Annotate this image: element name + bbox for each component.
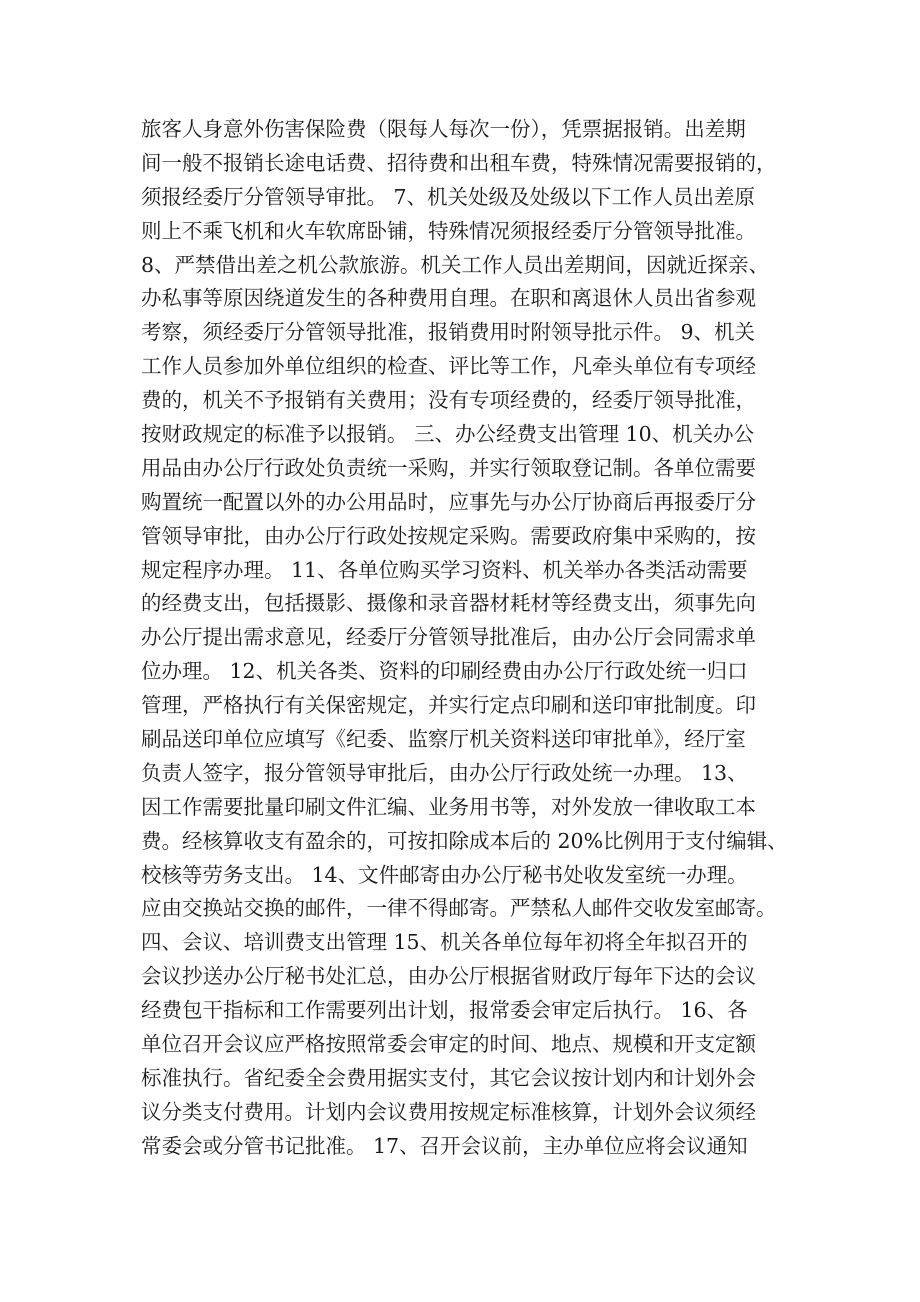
text-line-30: 议分类支付费用。计划内会议费用按规定标准核算，计划外会议须经 (141, 1099, 756, 1124)
text-line-11: 用品由办公厅行政处负责统一采购，并实行领取登记制。各单位需要 (141, 455, 756, 480)
text-line-31: 常委会或分管书记批准。 17、召开会议前，主办单位应将会议通知 (141, 1133, 748, 1158)
text-line-23: 校核等劳务支出。 14、文件邮寄由办公厅秘书处收发室统一办理。 (141, 862, 748, 887)
text-line-17: 位办理。 12、机关各类、资料的印刷经费由办公厅行政处统一归口 (141, 659, 748, 684)
text-line-7: 考察，须经委厅分管领导批准，报销费用时附领导批示件。 9、机关 (141, 320, 756, 345)
text-line-10: 按财政规定的标准予以报销。 三、办公经费支出管理 10、机关办公 (141, 422, 755, 447)
text-line-19: 刷品送印单位应填写《纪委、监察厅机关资料送印审批单》，经厅室 (141, 727, 746, 752)
text-line-28: 单位召开会议应严格按照常委会审定的时间、地点、规模和开支定额 (141, 1032, 756, 1057)
text-line-1: 旅客人身意外伤害保险费（限每人每次一份），凭票据报销。出差期 (141, 117, 746, 141)
text-line-6: 办私事等原因绕道发生的各种费用自理。在职和离退休人员出省参观 (141, 286, 756, 311)
text-line-5: 8、严禁借出差之机公款旅游。机关工作人员出差期间，因就近探亲、 (141, 252, 770, 277)
text-line-4: 则上不乘飞机和火车软席卧铺，特殊情况须报经委厅分管领导批准。 (141, 218, 756, 243)
text-line-2: 间一般不报销长途电话费、招待费和出租车费，特殊情况需要报销的， (141, 150, 777, 175)
text-line-21: 因工作需要批量印刷文件汇编、业务用书等，对外发放一律收取工本 (141, 794, 756, 819)
text-line-24: 应由交换站交换的邮件，一律不得邮寄。严禁私人邮件交收发室邮寄。 (141, 896, 777, 921)
text-line-3: 须报经委厅分管领导审批。 7、机关处级及处级以下工作人员出差原 (141, 184, 756, 209)
text-line-29: 标准执行。省纪委全会费用据实支付，其它会议按计划内和计划外会 (141, 1065, 756, 1090)
body-text (141, 113, 801, 1164)
text-line-15: 的经费支出，包括摄影、摄像和录音器材耗材等经费支出，须事先向 (141, 591, 756, 616)
text-line-12: 购置统一配置以外的办公用品时，应事先与办公厅协商后再报委厅分 (141, 489, 756, 514)
text-line-8: 工作人员参加外单位组织的检查、评比等工作，凡牵头单位有专项经 (141, 354, 756, 379)
text-line-20: 负责人签字，报分管领导审批后，由办公厅行政处统一办理。 13、 (141, 760, 748, 785)
text-line-13: 管领导审批，由办公厅行政处按规定采购。需要政府集中采购的，按 (141, 523, 756, 548)
text-line-22: 费。经核算收支有盈余的，可按扣除成本后的 20%比例用于支付编辑、 (141, 828, 788, 853)
text-line-26: 会议抄送办公厅秘书处汇总，由办公厅根据省财政厅每年下达的会议 (141, 964, 756, 989)
text-line-14: 规定程序办理。 11、各单位购买学习资料、机关举办各类活动需要 (141, 557, 748, 582)
text-line-25: 四、会议、培训费支出管理 15、机关各单位每年初将全年拟召开的 (141, 930, 748, 955)
text-line-27: 经费包干指标和工作需要列出计划，报常委会审定后执行。 16、各 (141, 998, 748, 1023)
text-line-9: 费的，机关不予报销有关费用；没有专项经费的，经委厅领导批准， (141, 388, 756, 413)
text-line-18: 管理，严格执行有关保密规定，并实行定点印刷和送印审批制度。印 (141, 693, 756, 718)
text-line-16: 办公厅提出需求意见，经委厅分管领导批准后，由办公厅会同需求单 (141, 625, 756, 650)
